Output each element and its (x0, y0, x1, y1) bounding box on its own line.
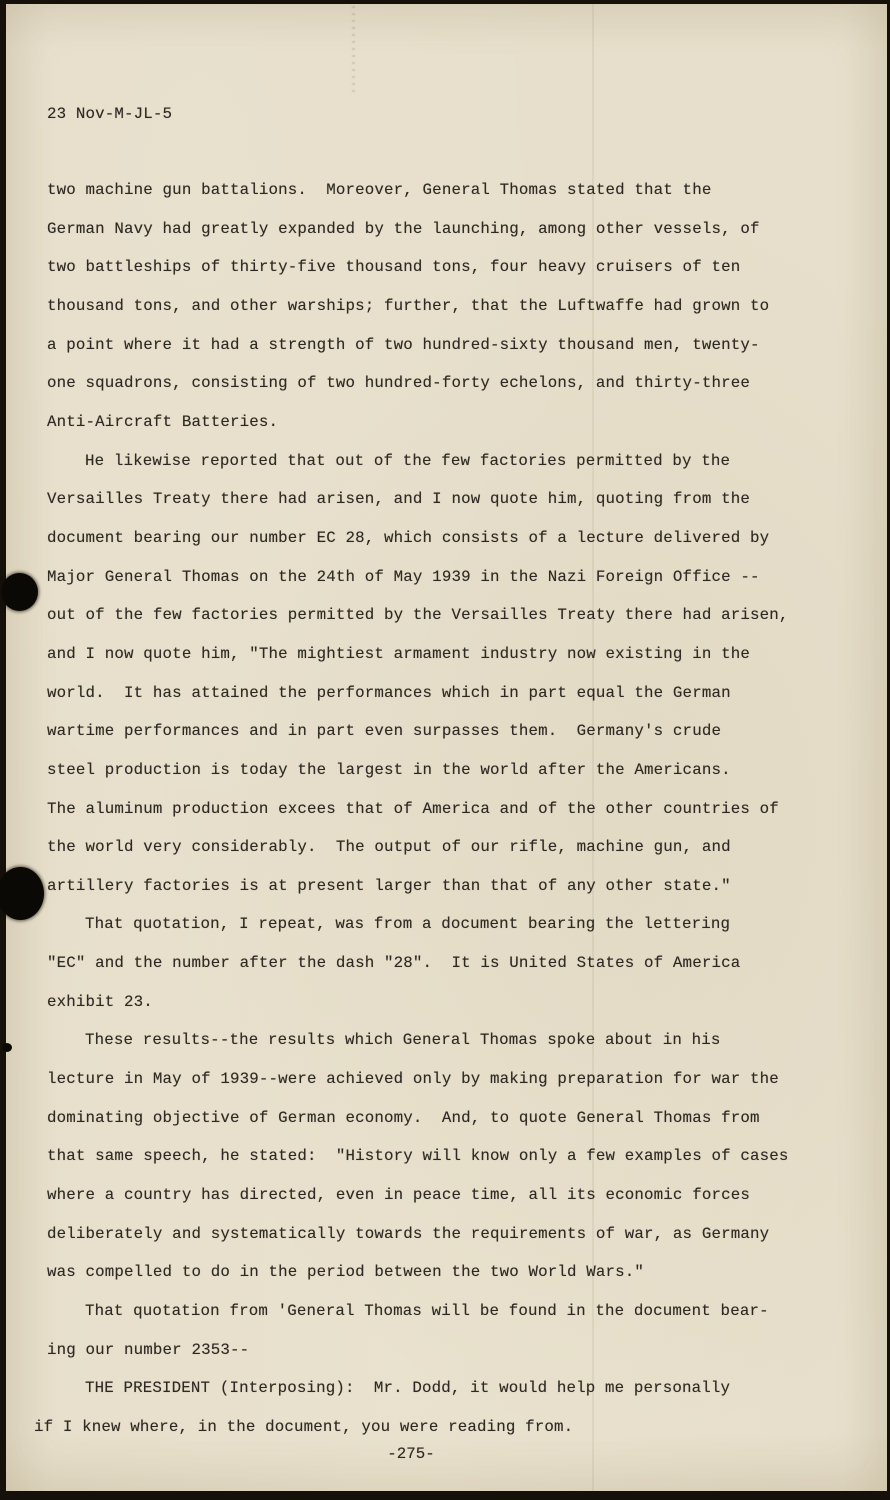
text-line: Versailles Treaty there had arisen, and I now quote him, quoting from the (47, 490, 750, 509)
text-line: wartime performances and in part even surpasses them. Germany's crude (47, 722, 722, 741)
text-line: These results--the results which General Thomas spoke about in his (85, 1031, 721, 1050)
text-line: steel production is today the largest in the world after the Americans. (47, 760, 731, 779)
text-line: The aluminum production excees that of America and of the other countries of (47, 799, 779, 818)
text-line: a point where it had a strength of two hundred-sixty thousand men, twenty- (47, 335, 760, 354)
text-line: two battleships of thirty-five thousand tons, four heavy cruisers of ten (47, 258, 741, 277)
body-text (34, 171, 789, 1447)
text-line: Major General Thomas on the 24th of May 1939 in the Nazi Foreign Office -- (47, 567, 760, 586)
text-line: that same speech, he stated: "History will know only a few examples of cases (47, 1147, 789, 1166)
document-page (6, 4, 887, 1491)
text-line: exhibit 23. (47, 992, 153, 1011)
text-line: and I now quote him, "The mightiest armament industry now existing in the (47, 644, 750, 663)
punch-hole-bottom (0, 867, 44, 920)
text-line: lecture in May of 1939--were achieved only by making preparation for war the (47, 1070, 779, 1089)
page-header: 23 Nov-M-JL-5 (47, 105, 173, 123)
text-line: That quotation, I repeat, was from a document bearing the lettering (85, 915, 731, 934)
punch-hole-top (1, 573, 38, 611)
text-line: one squadrons, consisting of two hundred-forty echelons, and thirty-three (47, 374, 750, 393)
text-line: "EC" and the number after the dash "28". It is United States of America (47, 954, 741, 973)
text-line: That quotation from 'General Thomas will be found in the document bear- (85, 1302, 769, 1321)
text-line: Anti-Aircraft Batteries. (47, 412, 279, 431)
text-line: ing our number 2353-- (47, 1340, 250, 1359)
text-line: He likewise reported that out of the few factories permitted by the (85, 451, 731, 470)
ink-speck (2, 1043, 12, 1052)
text-line: world. It has attained the performances which in part equal the German (47, 683, 731, 702)
text-line: was compelled to do in the period between the two World Wars." (47, 1263, 645, 1282)
text-line: THE PRESIDENT (Interposing): Mr. Dodd, it would help me personally (85, 1379, 731, 1398)
text-line: dominating objective of German economy. And, to quote General Thomas from (47, 1108, 760, 1127)
text-line: if I knew where, in the document, you were reading from. (34, 1418, 574, 1436)
crease-mark-top (352, 6, 355, 94)
text-line: the world very considerably. The output of our rifle, machine gun, and (47, 838, 731, 857)
page-number: -275- (387, 1445, 435, 1463)
text-line: thousand tons, and other warships; further, that the Luftwaffe had grown to (47, 296, 770, 315)
text-line: where a country has directed, even in peace time, all its economic forces (47, 1186, 750, 1205)
text-line: deliberately and systematically towards the requirements of war, as Germany (47, 1224, 770, 1243)
text-line: German Navy had greatly expanded by the launching, among other vessels, of (47, 219, 760, 238)
text-line: artillery factories is at present larger than that of any other state." (47, 876, 731, 895)
text-line: document bearing our number EC 28, which consists of a lecture delivered by (47, 528, 770, 547)
text-line: out of the few factories permitted by the Versailles Treaty there had arisen, (47, 606, 789, 625)
text-line: two machine gun battalions. Moreover, General Thomas stated that the (47, 181, 712, 199)
